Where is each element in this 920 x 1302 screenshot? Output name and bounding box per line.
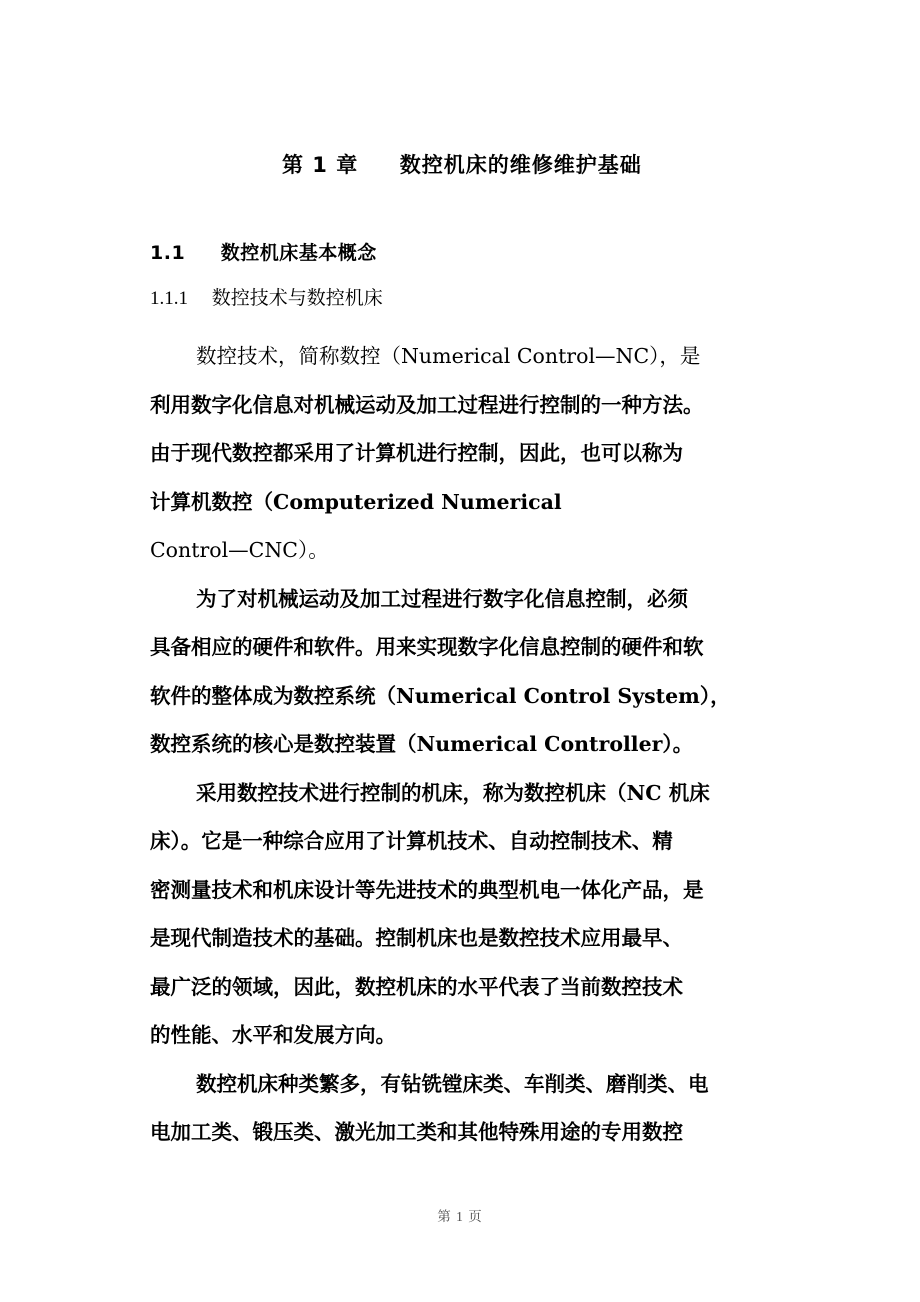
section-heading-1-1: 1.1 数控机床基本概念: [150, 242, 377, 264]
page-footer: [0, 1205, 920, 1226]
text-line: 电加工类、锻压类、激光加工类和其他特殊用途的专用数控: [150, 1120, 683, 1144]
paragraph-2: [150, 575, 750, 769]
text-line: 最广泛的领域，因此，数控机床的水平代表了当前数控技术: [150, 974, 683, 999]
text-line: 为了对机械运动及加工过程进行数字化信息控制，必须: [196, 586, 688, 611]
text-line: 计算机数控（Computerized Numerical: [150, 489, 562, 514]
paragraph-3: [150, 769, 750, 1060]
text-line: 密测量技术和机床设计等先进技术的典型机电一体化产品，是: [150, 877, 704, 902]
text-line: 由于现代数控都采用了计算机进行控制，因此，也可以称为: [150, 441, 683, 465]
document-content: [150, 150, 750, 1157]
text-line: 数控技术，简称数控（Numerical Control—NC），是: [196, 344, 701, 368]
page-number-label: 第 1 页: [437, 1209, 483, 1224]
title-spacer: [150, 180, 750, 238]
heading-2-spacer: [150, 314, 750, 332]
page-header-blank: [0, 0, 920, 150]
text-line: 床）。它是一种综合应用了计算机技术、自动控制技术、精: [150, 829, 673, 853]
section-heading-1-1-1: 1.1.1 数控技术与数控机床: [150, 288, 383, 309]
text-line: Control—CNC）。: [150, 538, 329, 562]
heading-1-spacer: [150, 268, 750, 284]
text-line: 具备相应的硬件和软件。用来实现数字化信息控制的硬件和软: [150, 635, 704, 659]
text-line: 利用数字化信息对机械运动及加工过程进行控制的一种方法。: [150, 392, 704, 417]
paragraph-1: [150, 332, 750, 575]
text-line: 是现代制造技术的基础。控制机床也是数控技术应用最早、: [150, 926, 683, 950]
paragraph-4: [150, 1060, 750, 1157]
text-line: 软件的整体成为数控系统（Numerical Control System），: [150, 683, 731, 708]
text-line: 采用数控技术进行控制的机床，称为数控机床（NC 机床: [196, 780, 710, 805]
chapter-title: 第 1 章 数控机床的维修维护基础: [282, 153, 642, 177]
text-line: 的性能、水平和发展方向。: [150, 1023, 396, 1047]
text-line: 数控系统的核心是数控装置（Numerical Controller）。: [150, 732, 694, 756]
text-line: 数控机床种类繁多，有钻铣镗床类、车削类、磨削类、电: [196, 1071, 709, 1096]
